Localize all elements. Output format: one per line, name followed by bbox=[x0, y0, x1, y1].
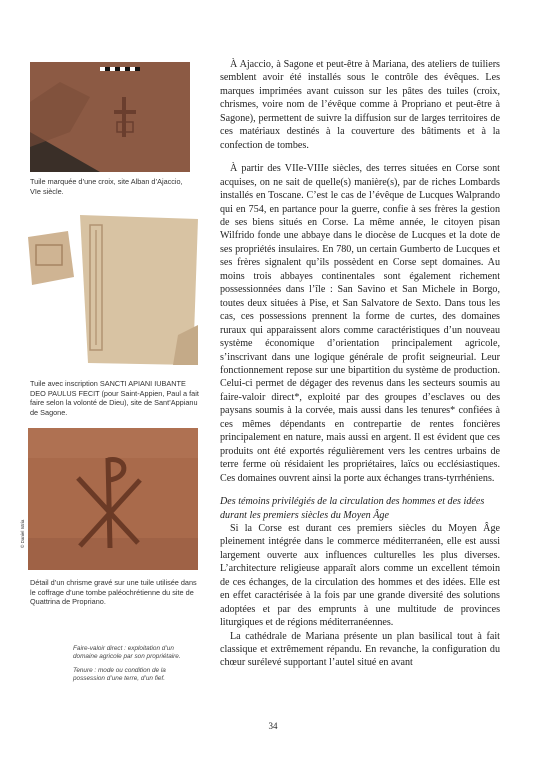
photo-chrism bbox=[28, 428, 198, 570]
paragraph: À partir des VIIe-VIIIe siècles, des terres situées en Corse sont acquises, on ne sait de quelle(s) manière(s), par de riches Lombards installés en Toscane. C’est le cas de l’évêque de Lucques Walprando qui en 754, en partance pour la guerre, confie à ses frères la gestion de ses biens situés en Corse. La même année, le citoyen pisan Wilfrido fonde une abbaye dans le diocèse de Lucques et la dote de ses propriétés insulaires. En 780, un certain Gumberto de Lucques et ses frères signalent qu’ils possèdent en Corse sept domaines. Au moins trois abbayes continentales sont également richement possessionnées dans l’île : San Savino et San Michele in Borgo, toutes deux situées à Pise, et San Salvatore de Sexto. Dans tous les cas, ces possessions prennent la forme de curtes, des domaines ruraux qui apparaissent alors comme caractéristiques d’un nouveau système économique d’orientation principalement agricole, s’inscrivant dans une logique générale de profit seigneurial. Leur fonctionnement repose sur une bipartition du système de production. Celui-ci permet de dégager des revenus dans les secteurs soumis au faire-valoir direct*, exploité par des groupes d’esclaves ou des paysans soumis à la corvée, mais aussi dans les tenures* confiées à ces mêmes dépendants en contrepartie de rentes foncières principalement en nature, mais aussi en argent. Il est évident que ces produits ont été exportés régulièrement vers les centres urbains de terre ferme où résidaient les propriétaires, laïcs ou ecclésiastiques. Ces domaines ouvrent ainsi la porte aux échanges trans-tyrrhéniens. bbox=[220, 163, 500, 484]
paragraph: Si la Corse est durant ces premiers siècles du Moyen Âge pleinement intégrée dans le commerce méditerranéen, elle est aussi largement ouverte aux influences culturelles les plus diverses. L’architecture religieuse apparaît alors comme un excellent témoin de ces échanges, de la circulation des hommes et des idées. Elle est en effet caractérisée à la fois par une grande diversité des solutions adoptées et par des emprunts à une multitude de provinces liturgiques et de régions méditerranéennes. bbox=[220, 522, 500, 629]
section-heading: Des témoins privilégiés de la circulation des hommes et des idées durant les premiers siècles du Moyen Âge bbox=[220, 496, 485, 521]
paragraph: La cathédrale de Mariana présente un plan basilical tout à fait classique et extrêmement répandu. En revanche, la configuration du chœur surélevé supportant l’autel situé en avant bbox=[220, 630, 500, 669]
photo-credit: © Daniel Istria bbox=[20, 519, 25, 548]
glossary bbox=[73, 645, 198, 689]
caption-chrism: Détail d’un chrisme gravé sur une tuile utilisée dans le coffrage d’une tombe paléochrétienne du site de Quattrina de Propriano. bbox=[30, 578, 197, 607]
glossary-entry: Faire-valoir direct : exploitation d’un domaine agricole par son propriétaire. bbox=[73, 645, 181, 661]
caption-tile-cross: Tuile marquée d’une croix, site Alban d’Ajaccio, VIe siècle. bbox=[30, 177, 183, 196]
caption-tile-inscription: Tuile avec inscription SANCTI APIANI IUBANTE DEO PAULUS FECIT (pour Saint-Appien, Paul a fait faire selon la volonté de Dieu), site de Sant’Appianu de Sagone. bbox=[30, 379, 199, 417]
paragraph: À Ajaccio, à Sagone et peut-être à Mariana, des ateliers de tuiliers semblent avoir été installés sous le contrôle des évêques. Les marques imprimées avant cuisson sur les pâtes des tuiles (croix, chrismes, voire nom de l’évêque comme à Propriano et peut-être à Sagone), permettent de suivre la diffusion sur de larges territoires de ces matériaux destinés à la couverture des bâtiments et à la confection de tombes. bbox=[220, 59, 500, 151]
photo-tile-cross bbox=[30, 62, 190, 172]
glossary-entry: Tenure : mode ou condition de la possession d’une terre, d’un fief. bbox=[73, 666, 166, 683]
page-number: 34 bbox=[268, 721, 278, 731]
main-text-column bbox=[220, 58, 500, 670]
photo-tile-inscription bbox=[28, 215, 198, 365]
